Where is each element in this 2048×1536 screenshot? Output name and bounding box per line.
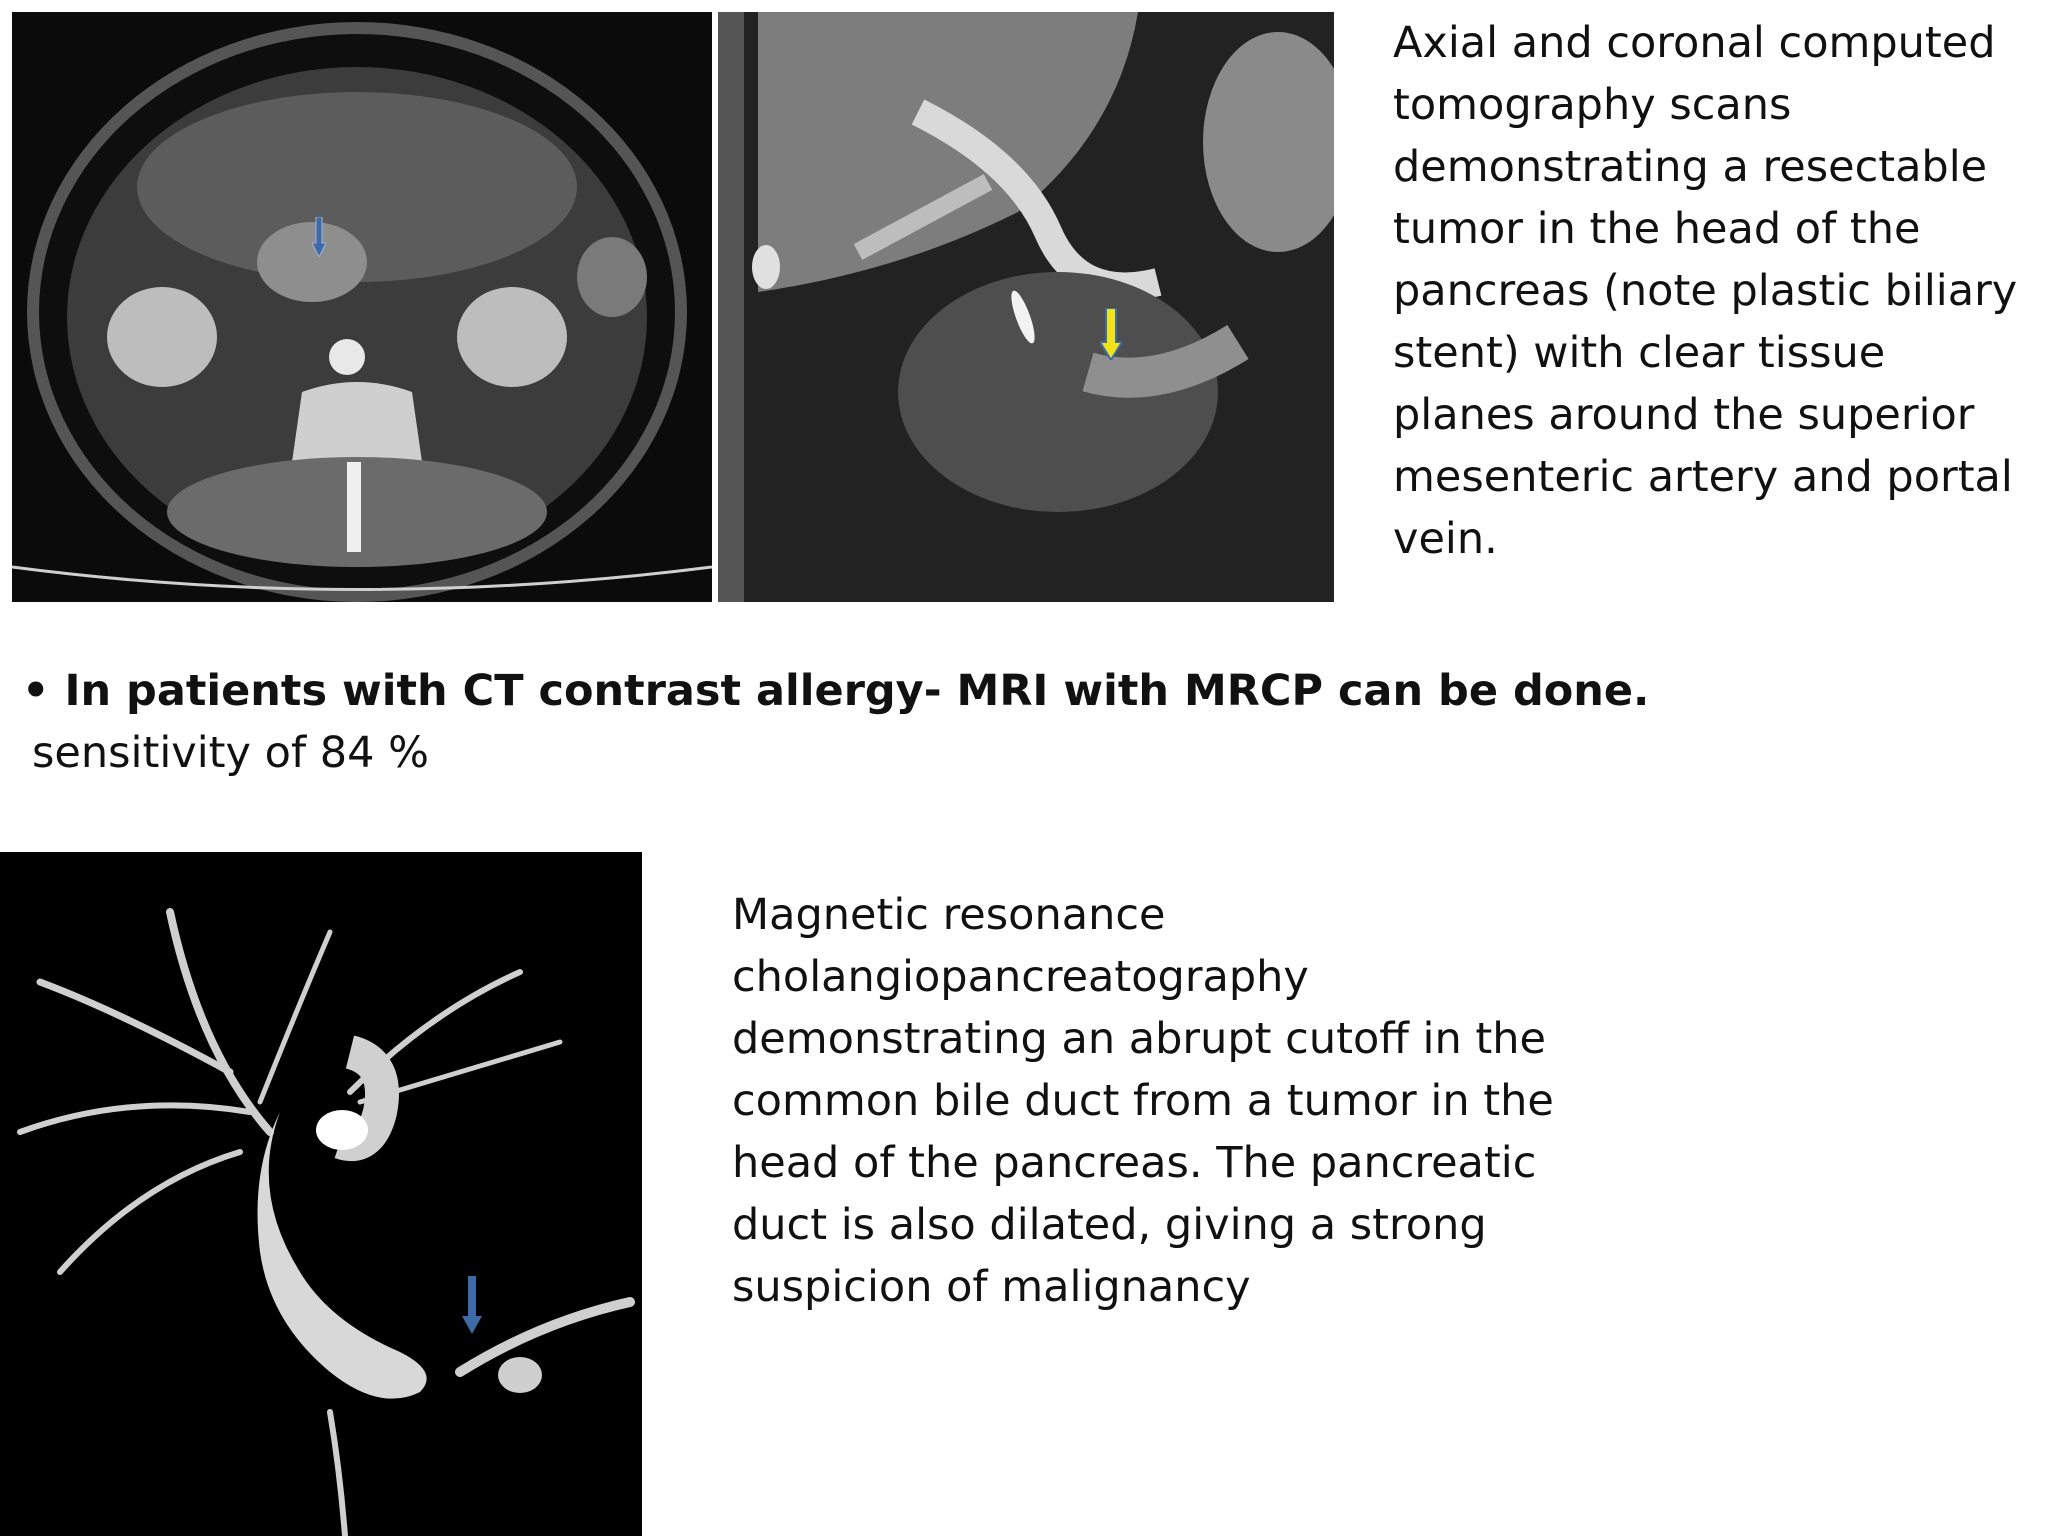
- sensitivity-text: sensitivity of 84 %: [32, 728, 429, 778]
- mri-note-block: [22, 660, 1722, 784]
- mrcp-graphic: [0, 852, 642, 1536]
- ct-scan-caption: Axial and coronal computed tomography scans demonstrating a resectable tumor in the head of the pancreas (note plastic biliary stent) with clear tissue planes around the superior mesenteric artery and portal vein.: [1393, 18, 2018, 564]
- mri-bullet-text: In patients with CT contrast allergy- MRI with MRCP can be done.: [64, 666, 1650, 716]
- ct-coronal-image: [718, 12, 1334, 602]
- ct-axial-graphic: [12, 12, 712, 602]
- mrcp-image: [0, 852, 642, 1536]
- ct-coronal-graphic: [718, 12, 1334, 602]
- mri-bullet-point: [22, 660, 1722, 722]
- arrow-down-icon: [1100, 308, 1122, 360]
- arrow-down-icon: [462, 1276, 482, 1334]
- ct-axial-image: [12, 12, 712, 602]
- mrcp-caption: Magnetic resonance cholangiopancreatography demonstrating an abrupt cutoff in the common bile duct from a tumor in the head of the pancreas. The pancreatic duct is also dilated, giving a strong suspicion of malignancy: [732, 890, 1554, 1312]
- arrow-down-icon: [312, 217, 326, 257]
- bullet-symbol: •: [22, 666, 50, 716]
